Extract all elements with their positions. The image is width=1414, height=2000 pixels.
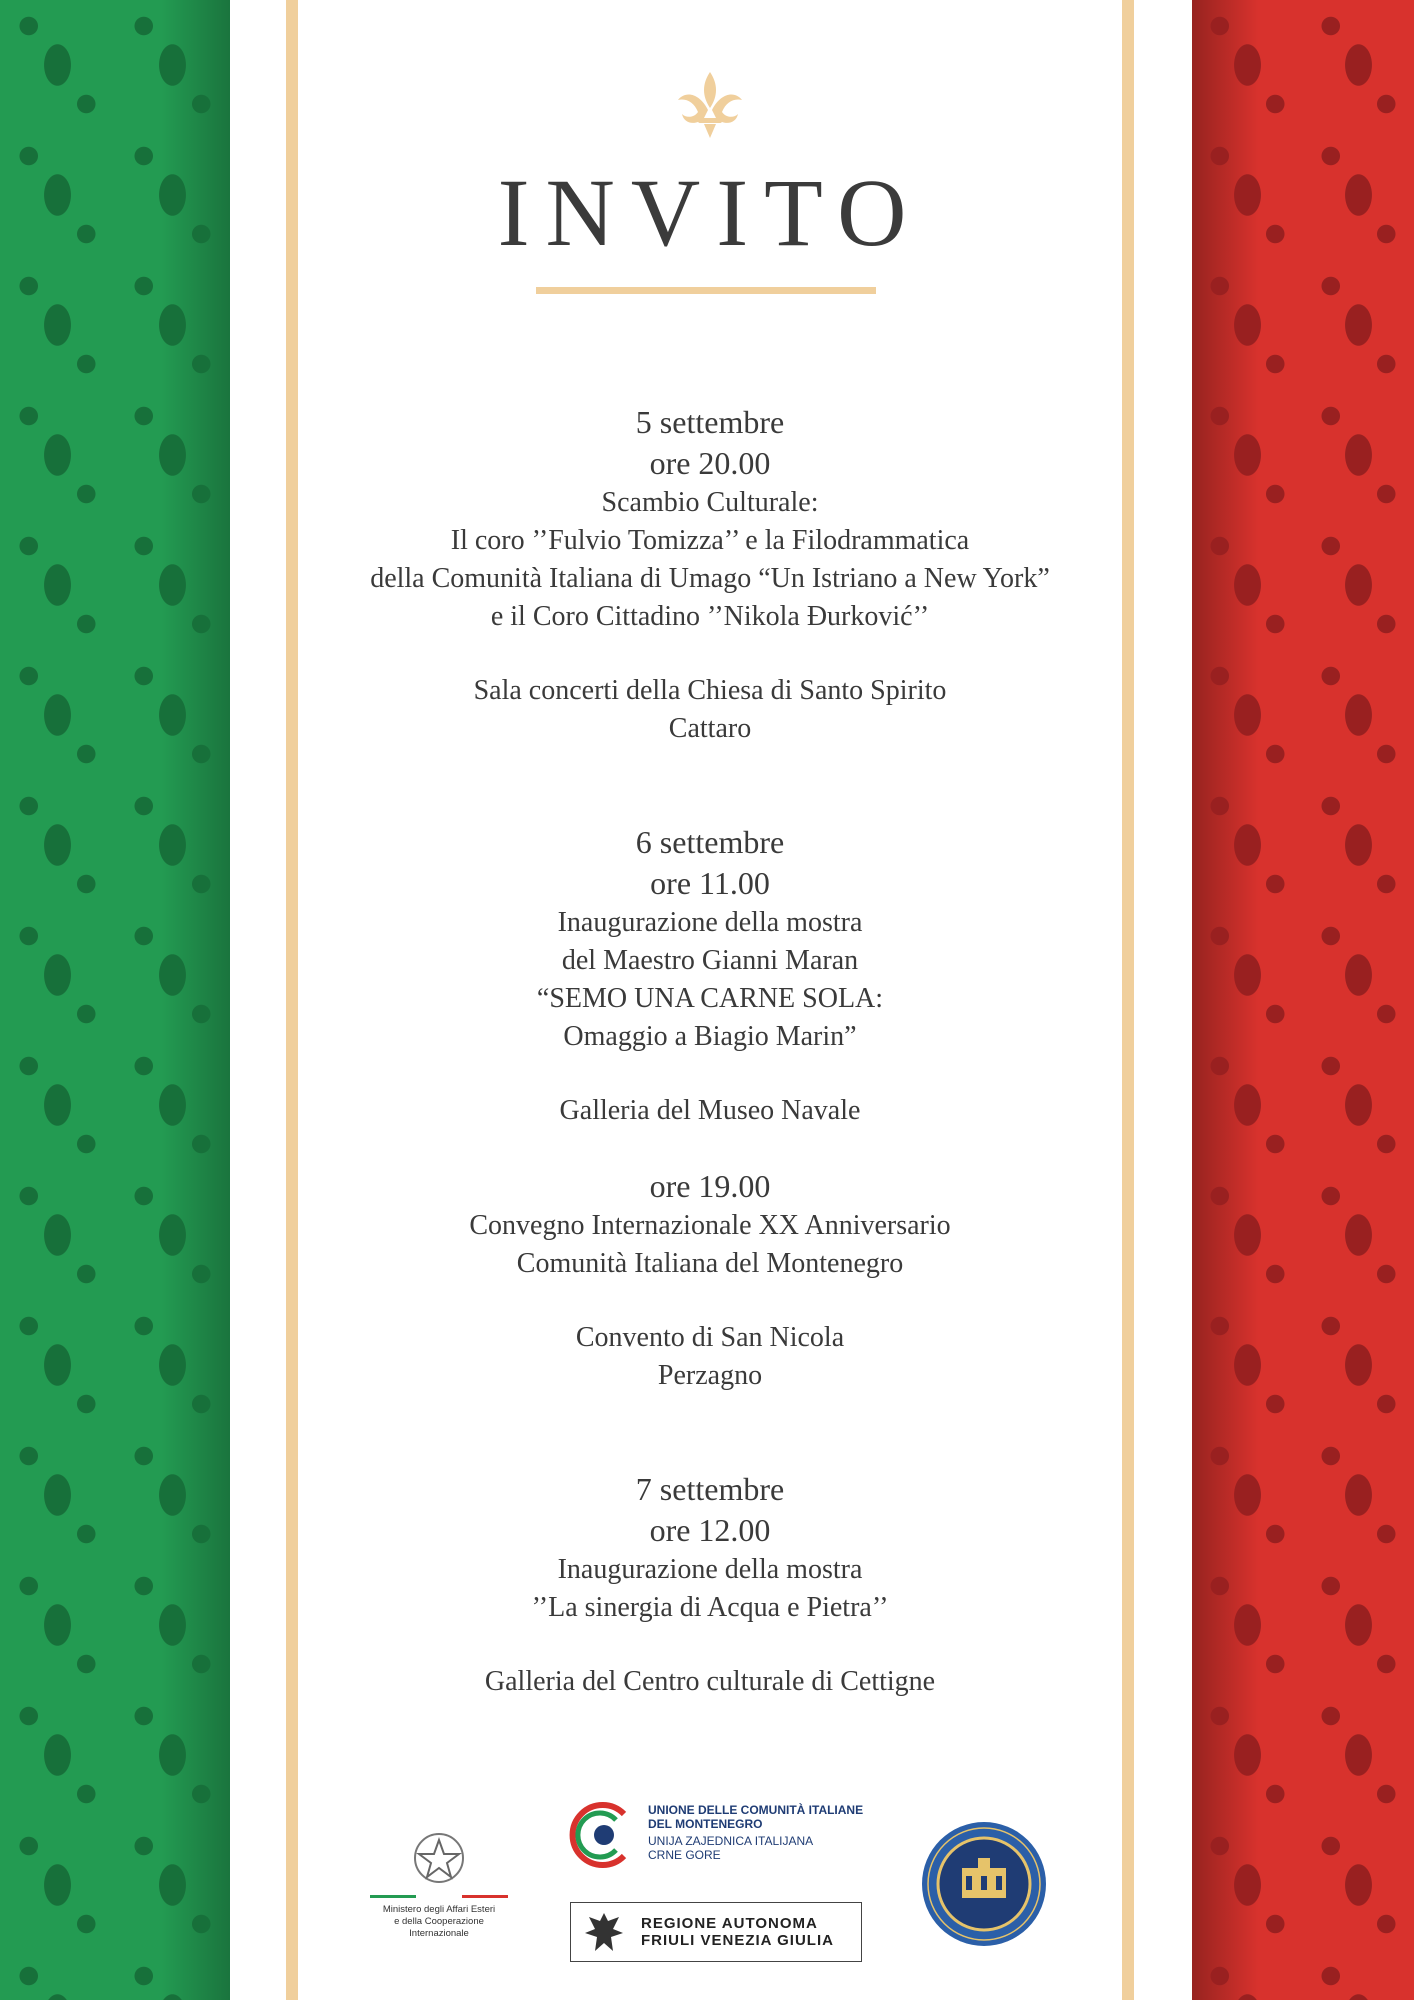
sponsor-logos [0, 1750, 1414, 2000]
event-line: “SEMO UNA CARNE SOLA: [536, 983, 884, 1014]
university-seal-icon [920, 1820, 1048, 1948]
unione-title-2: DEL MONTENEGRO [648, 1817, 763, 1831]
events-list [298, 402, 1122, 1701]
regione-title: REGIONE AUTONOMA [641, 1915, 818, 1932]
unione-title: UNIONE DELLE COMUNITÀ ITALIANE [648, 1803, 864, 1817]
event-line: della Comunità Italiana di Umago “Un Istriano a New York” [370, 563, 1050, 594]
unione-logo [566, 1800, 886, 1880]
gold-border-right [1122, 0, 1134, 2000]
event-line: Inaugurazione della mostra [557, 1554, 863, 1585]
red-damask-band [1192, 0, 1414, 2000]
event-line: e il Coro Cittadino ’’Nikola Đurković’’ [490, 601, 930, 632]
ministry-logo [364, 1830, 514, 1940]
gold-border-left [286, 0, 298, 2000]
eagle-icon [579, 1907, 629, 1957]
page-title: INVITO [497, 159, 923, 266]
event-time: ore 20.00 [649, 445, 771, 481]
event-venue: Galleria del Centro culturale di Cettigne [484, 1666, 936, 1697]
event-date: 6 settembre [635, 824, 785, 860]
event-line: Comunità Italiana del Montenegro [516, 1248, 904, 1279]
event-time: ore 12.00 [649, 1512, 771, 1548]
winged-lion-icon [566, 1800, 636, 1870]
unione-subtitle: UNIJA ZAJEDNICA ITALIJANA [648, 1834, 814, 1848]
event-line: Omaggio a Biagio Marin” [563, 1021, 857, 1052]
regione-logo [570, 1902, 862, 1962]
event-line: Convegno Internazionale XX Anniversario [469, 1210, 951, 1241]
italian-emblem-icon [411, 1830, 467, 1886]
event-date: 5 settembre [635, 404, 785, 440]
event-line: del Maestro Gianni Maran [561, 945, 859, 976]
event-venue: Perzagno [657, 1360, 763, 1391]
ministry-name-2: e della Cooperazione Internazionale [394, 1916, 484, 1939]
event-line: Scambio Culturale: [601, 487, 819, 518]
unione-subtitle-2: CRNE GORE [648, 1848, 721, 1862]
event-time: ore 19.00 [649, 1168, 771, 1204]
event-time: ore 11.00 [650, 865, 770, 901]
title-underline [536, 287, 876, 294]
event-venue: Sala concerti della Chiesa di Santo Spirito [473, 675, 947, 706]
event-date: 7 settembre [635, 1471, 785, 1507]
green-damask-band [0, 0, 230, 2000]
event-venue: Convento di San Nicola [575, 1322, 845, 1353]
event-line: ’’La sinergia di Acqua e Pietra’’ [531, 1592, 889, 1623]
ministry-name: Ministero degli Affari Esteri [382, 1904, 496, 1915]
event-venue: Galleria del Museo Navale [559, 1095, 861, 1126]
regione-title-2: FRIULI VENEZIA GIULIA [641, 1932, 834, 1949]
event-line: Il coro ’’Fulvio Tomizza’’ e la Filodrammatica [450, 525, 970, 556]
fleur-de-lis-icon [674, 70, 746, 140]
event-venue: Cattaro [668, 713, 752, 744]
event-line: Inaugurazione della mostra [557, 907, 863, 938]
italian-flag-bar [364, 1895, 514, 1898]
